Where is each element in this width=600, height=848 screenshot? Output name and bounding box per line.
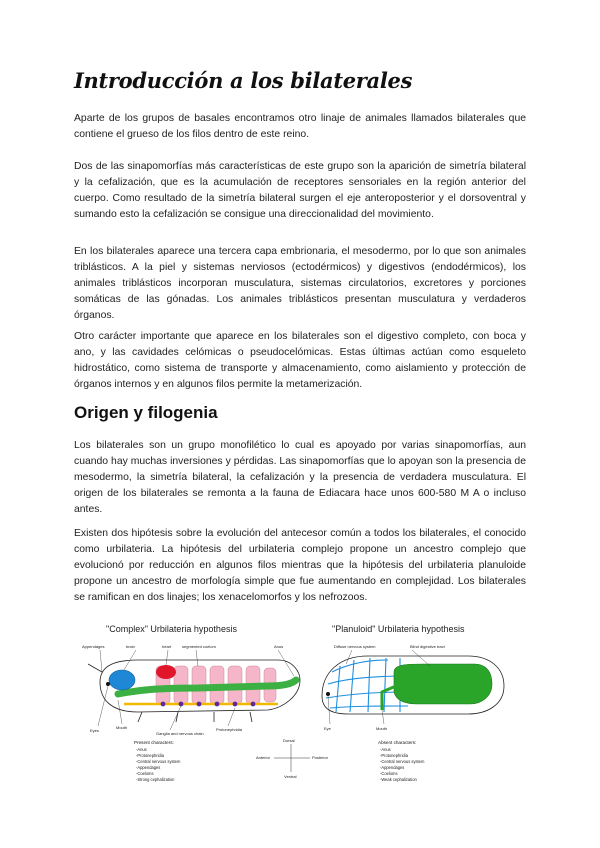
axis-anterior: Anterior <box>256 755 271 760</box>
blind-digestive-tract <box>394 664 492 704</box>
label-planuloid-mouth: Mouth <box>376 726 388 731</box>
paragraph-symmetry: Dos de las sinapomorfías más características de este grupo son la aparición de simetría bilateral y la cefalización, que es la acumulación de receptores sensoriales en la región anterior del cuerpo. Como resultado de la simetría bilateral surgen el eje anteroposterior y el dorsoventral y sumando esto la cefalización se consigue una direccionalidad del movimiento. <box>74 161 526 220</box>
present-characters-list <box>136 747 181 782</box>
label-brain: brain <box>126 644 135 649</box>
present-character: -Anus <box>136 747 147 752</box>
label-heart: heart <box>162 644 172 649</box>
label-blind-gut: Blind digestive tract <box>410 644 445 649</box>
absent-character: -Appendages <box>380 765 405 770</box>
paragraph-intro: Aparte de los grupos de basales encontramos otro linaje de animales llamados bilaterales que contiene el grueso de los filos dentro de este reino. <box>74 113 526 140</box>
brain-organ <box>109 670 135 690</box>
absent-character: -Coeloms <box>380 771 398 776</box>
present-character: -Central nervous system <box>136 759 181 764</box>
present-character: -Coeloms <box>136 771 154 776</box>
label-planuloid-eye: Eye <box>324 726 331 731</box>
label-mouth: Mouth <box>116 725 128 730</box>
planuloid-eye <box>326 692 330 696</box>
present-character: -Protonephridia <box>136 753 164 758</box>
label-anus: Anus <box>274 644 284 649</box>
present-character: -Strong cephalization <box>136 777 175 782</box>
heart-organ <box>156 665 176 679</box>
label-ganglia: Ganglia and nervous chain <box>156 731 204 736</box>
axis-ventral: Ventral <box>284 774 297 779</box>
axis-dorsal: Dorsal <box>283 738 295 743</box>
present-characters-title: Present characters: <box>134 740 174 745</box>
paragraph-hypotheses: Existen dos hipótesis sobre la evolución del antecesor común a todos los bilaterales, el conocido como urbilateria. La hipótesis del urbilateria complejo propone un ancestro complejo que evolucionó por reducción en algunos filos mientras que la hipótesis del urbilateria planuloide propone un ancestro de morfología simple que fue aumentando en complejidad. Los bilaterales se ramifican en dos linajes; los xenacelomorfos y los nefrozoos. <box>74 528 526 603</box>
urbilateria-figure <box>78 620 526 810</box>
paragraph-digestive: Otro carácter importante que aparece en los bilaterales son el digestivo completo, con boca y ano, y las cavidades celómicas o pseudocelómicas. Estas últimas actúan como esqueleto hidrostático, como sistema de transporte y almacenamiento, como aislamiento y protección de órganos internos y en algunos filos permite la metamerización. <box>74 331 526 390</box>
section-heading-origin: Origen y filogenia <box>74 403 218 422</box>
absent-character: -Protonephridia <box>380 753 408 758</box>
paragraph-mesoderm: En los bilaterales aparece una tercera capa embrionaria, el mesodermo, por lo que son animales triblásticos. A la piel y sistemas nerviosos (ectodérmicos) y digestivos (endodérmicos), los animales triblásticos incorporan musculatura, sistemas circulatorios, excretores y porciones somáticas de las gónadas. Los animales triblásticos presentan musculatura y verdaderos órganos. <box>74 246 526 321</box>
body-axes-cross <box>274 744 310 772</box>
absent-characters-list <box>380 747 425 782</box>
label-diffuse-nervous: Diffuse nervous system <box>334 644 376 649</box>
absent-character: -Weak cephalization <box>380 777 417 782</box>
paragraph-monophyly: Los bilaterales son un grupo monofilético lo cual es apoyado por varias sinapomorfías, aun cuando hay muchas inversiones y pérdidas. Las sinapomorfías que lo apoyan son la presencia de mesodermo, la simetría bilateral, la cefalización y la presencia de verdadera musculatura. El origen de los bilaterales se remonta a la fauna de Ediacara hace unos 600-580 M A o incluso antes. <box>74 440 526 515</box>
absent-character: -Central nervous system <box>380 759 425 764</box>
complex-urbilateria-diagram <box>88 650 300 730</box>
complex-hypothesis-title: "Complex" Urbilateria hypothesis <box>106 624 237 634</box>
label-eyes: Eyes <box>90 728 99 733</box>
complex-eye <box>106 682 110 686</box>
absent-character: -Anus <box>380 747 391 752</box>
label-appendages: Appendages <box>82 644 105 649</box>
page-title: Introducción a los bilaterales <box>74 68 413 93</box>
axis-posterior: Posterior <box>312 755 329 760</box>
planuloid-hypothesis-title: "Planuloid" Urbilateria hypothesis <box>332 624 465 634</box>
label-protonephridia: Protonephridia <box>216 727 243 732</box>
absent-characters-title: Absent characters: <box>378 740 417 745</box>
label-coelom: segmented coelom <box>182 644 216 649</box>
planuloid-urbilateria-diagram <box>322 650 504 724</box>
present-character: -Appendages <box>136 765 161 770</box>
